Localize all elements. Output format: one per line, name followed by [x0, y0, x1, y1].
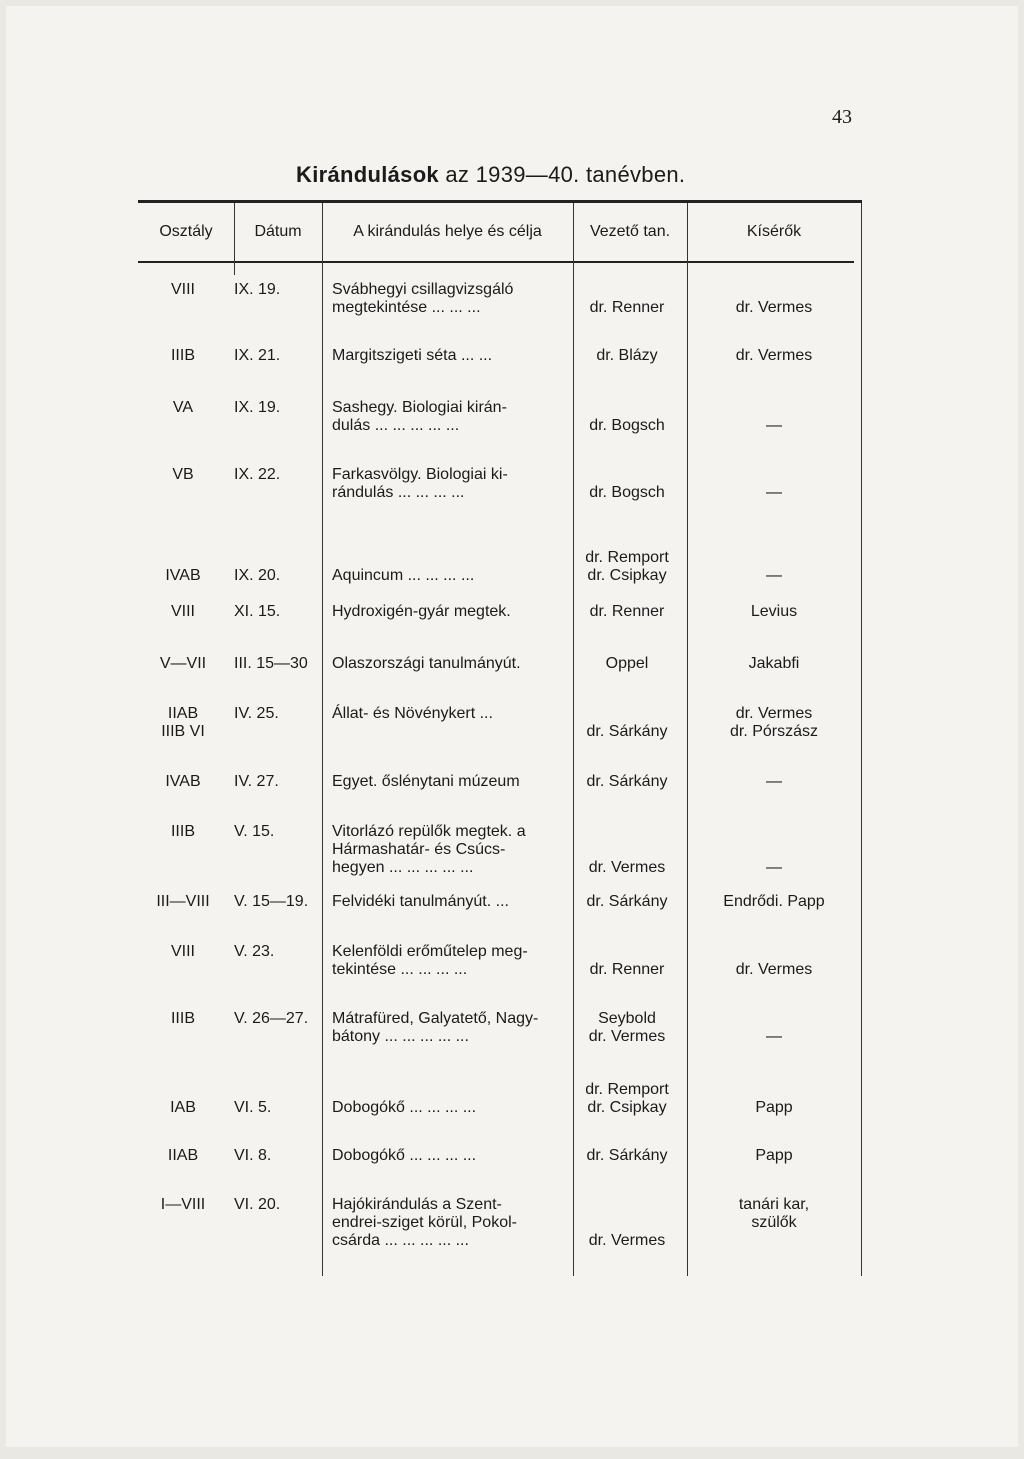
cell-osztaly: VB [172, 466, 194, 483]
cell-vezeto: dr. Renner [589, 961, 665, 978]
header-kiserok: Kísérők [746, 223, 802, 240]
title-rest: az 1939—40. tanévben. [438, 162, 686, 187]
column-divider [687, 203, 688, 1276]
cell-osztaly: IIIB [170, 1010, 195, 1027]
header-vezeto: Vezető tan. [589, 223, 671, 240]
table-header-rule [138, 261, 854, 263]
cell-vezeto: dr. Vermes [588, 859, 666, 876]
cell-kiserok: — [766, 567, 782, 584]
page-title [296, 162, 685, 188]
cell-vezeto: Seybold dr. Vermes [588, 1010, 666, 1045]
cell-osztaly: VIII [170, 603, 195, 620]
cell-kiserok: — [766, 484, 782, 501]
cell-kiserok: tanári kar, szülők [738, 1196, 810, 1231]
cell-hely: Dobogókő ... ... ... ... [332, 1147, 477, 1164]
header-osztaly: Osztály [159, 223, 213, 240]
cell-kiserok: dr. Vermes dr. Pórszász [729, 705, 819, 740]
cell-hely: Dobogókő ... ... ... ... [332, 1099, 477, 1116]
cell-osztaly: VA [172, 399, 194, 416]
cell-vezeto: dr. Sárkány [586, 1147, 668, 1164]
cell-hely: Vitorlázó repülők megtek. a Hármashatár- és Csúcs- hegyen ... ... ... ... ... [332, 823, 526, 876]
cell-vezeto: dr. Vermes [588, 1232, 666, 1249]
cell-osztaly: IIAB [167, 1147, 199, 1164]
cell-datum: IV. 25. [234, 705, 279, 722]
cell-kiserok: Papp [755, 1099, 793, 1116]
cell-kiserok: Jakabfi [748, 655, 800, 672]
cell-datum: IV. 27. [234, 773, 279, 790]
title-bold: Kirándulások [296, 162, 439, 187]
cell-kiserok: — [766, 773, 782, 790]
cell-datum: IX. 19. [234, 281, 281, 298]
cell-vezeto: dr. Remport dr. Csipkay [585, 1081, 669, 1116]
table-top-rule [138, 200, 862, 203]
cell-hely: Egyet. őslénytani múzeum [332, 773, 520, 790]
cell-datum: VI. 5. [234, 1099, 272, 1116]
cell-hely: Mátrafüred, Galyatető, Nagy- bátony ... ... ... ... ... [332, 1010, 539, 1045]
header-datum: Dátum [254, 223, 302, 240]
cell-osztaly: VIII [170, 943, 195, 960]
cell-hely: Kelenföldi erőműtelep meg- tekintése ... ... ... ... [332, 943, 528, 978]
page-number: 43 [832, 106, 852, 128]
cell-hely: Margitszigeti séta ... ... [332, 347, 493, 364]
cell-kiserok: — [766, 417, 782, 434]
cell-hely: Hajókirándulás a Szent- endrei-sziget körül, Pokol- csárda ... ... ... ... ... [332, 1196, 517, 1249]
table-right-border [861, 203, 862, 1276]
cell-kiserok: dr. Vermes [735, 961, 813, 978]
cell-kiserok: Papp [755, 1147, 793, 1164]
cell-kiserok: Endrődi. Papp [723, 893, 825, 910]
cell-osztaly: IAB [170, 1099, 196, 1116]
cell-kiserok: dr. Vermes [735, 299, 813, 316]
cell-hely: Svábhegyi csillagvizsgáló megtekintése ... ... ... [332, 281, 514, 316]
cell-osztaly: IIIB [170, 347, 195, 364]
cell-vezeto: dr. Sárkány [586, 773, 668, 790]
cell-hely: Farkasvölgy. Biologiai ki- rándulás ... ... ... ... [332, 466, 508, 501]
cell-kiserok: Levius [750, 603, 798, 620]
cell-vezeto: dr. Remport dr. Csipkay [585, 549, 669, 584]
cell-vezeto: dr. Renner [589, 299, 665, 316]
document-page [6, 6, 1018, 1447]
cell-datum: V. 23. [234, 943, 275, 960]
cell-datum: IX. 19. [234, 399, 281, 416]
cell-osztaly: IIAB IIIB VI [161, 705, 205, 740]
cell-osztaly: V—VII [159, 655, 207, 672]
cell-hely: Aquincum ... ... ... ... [332, 567, 475, 584]
cell-hely: Sashegy. Biologiai kirán- dulás ... ... ... ... ... [332, 399, 507, 434]
cell-hely: Állat- és Növénykert ... [332, 705, 493, 722]
cell-vezeto: dr. Blázy [596, 347, 658, 364]
cell-hely: Olaszországi tanulmányút. [332, 655, 521, 672]
cell-datum: V. 15. [234, 823, 275, 840]
cell-kiserok: dr. Vermes [735, 347, 813, 364]
cell-vezeto: dr. Bogsch [589, 417, 665, 434]
cell-datum: VI. 20. [234, 1196, 281, 1213]
cell-datum: IX. 21. [234, 347, 281, 364]
cell-hely: Hydroxigén-gyár megtek. [332, 603, 511, 620]
cell-hely: Felvidéki tanulmányút. ... [332, 893, 509, 910]
header-hely: A kirándulás helye és célja [353, 223, 542, 240]
cell-datum: XI. 15. [234, 603, 281, 620]
cell-osztaly: IVAB [165, 773, 201, 790]
cell-vezeto: dr. Sárkány [586, 893, 668, 910]
cell-vezeto: Oppel [605, 655, 649, 672]
cell-kiserok: — [766, 859, 782, 876]
cell-osztaly: III—VIII [156, 893, 210, 910]
cell-datum: VI. 8. [234, 1147, 272, 1164]
cell-osztaly: I—VIII [160, 1196, 206, 1213]
cell-kiserok: — [766, 1028, 782, 1045]
cell-datum: V. 26—27. [234, 1010, 309, 1027]
cell-datum: V. 15—19. [234, 893, 309, 910]
column-divider [322, 203, 323, 1276]
cell-vezeto: dr. Sárkány [586, 723, 668, 740]
cell-datum: IX. 20. [234, 567, 281, 584]
cell-vezeto: dr. Renner [589, 603, 665, 620]
cell-osztaly: IIIB [170, 823, 195, 840]
cell-vezeto: dr. Bogsch [589, 484, 665, 501]
cell-datum: IX. 22. [234, 466, 281, 483]
cell-datum: III. 15—30 [234, 655, 308, 672]
cell-osztaly: IVAB [165, 567, 201, 584]
cell-osztaly: VIII [170, 281, 195, 298]
